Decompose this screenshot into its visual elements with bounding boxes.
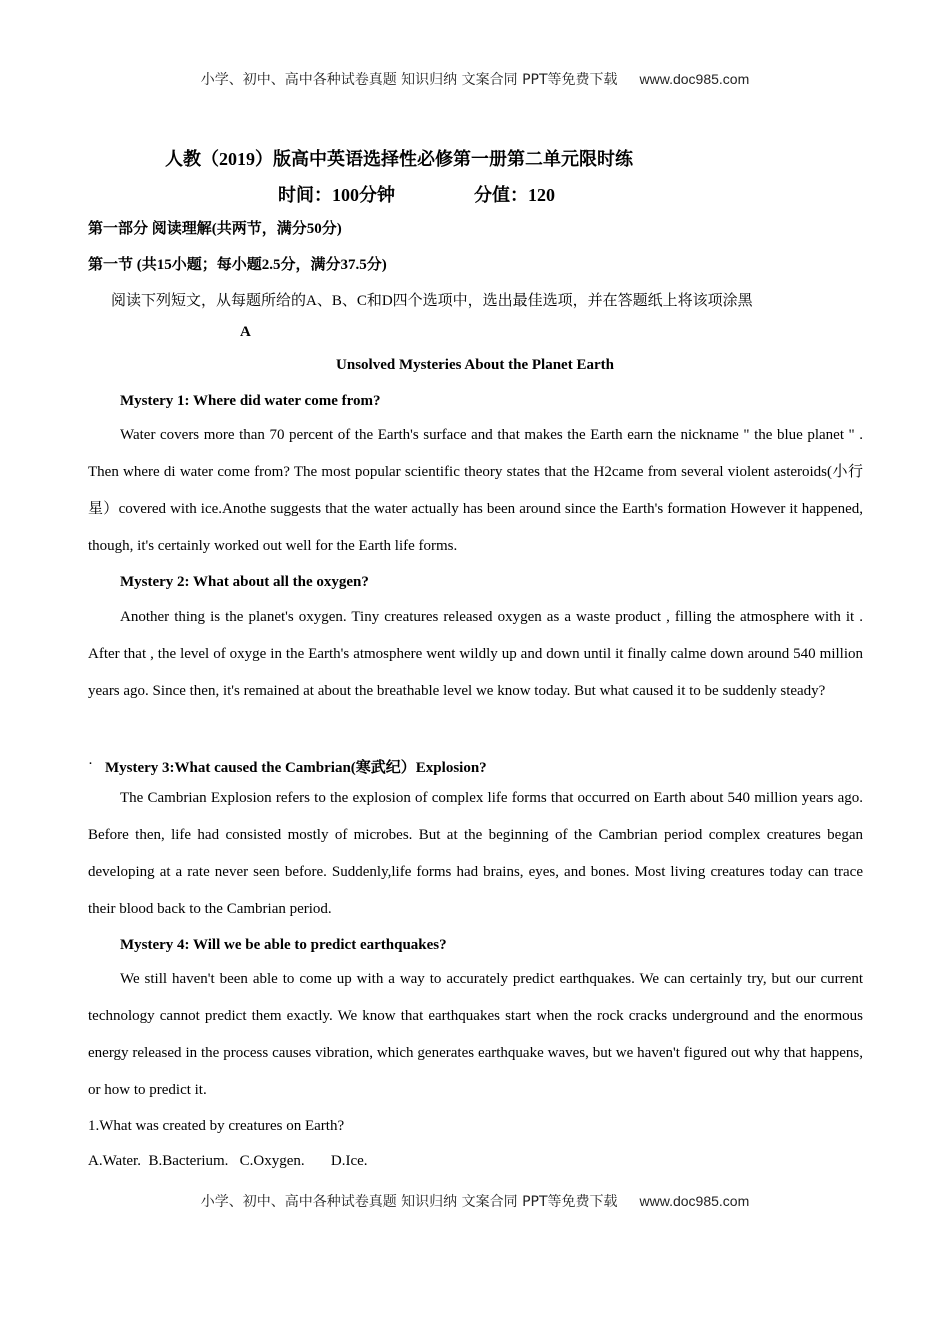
mystery-3-paragraph [88, 780, 863, 928]
instruction-text: 阅读下列短文，从每题所给的A、B、C和D四个选项中，选出最佳选项，并在答题纸上将该项涂黑 [111, 293, 753, 309]
mystery-3-text: The Cambrian Explosion refers to the explosion of complex life forms that occurred on Earth about 540 million years ago. Before then, life had consisted mostly of microbes. But at the beginning of the Cambrian period complex creatures began developing at a rate never seen before. Suddenly,life forms had brains, eyes, and bones. Most living creatures today can trace their blood back to the Cambrian period. [88, 790, 863, 917]
passage-title: Unsolved Mysteries About the Planet Earth [336, 357, 614, 373]
exam-time: 时间：100分钟 [278, 185, 395, 205]
mystery-4-text: We still haven't been able to come up with a way to accurately predict earthquakes. We can certainly try, but our current technology cannot predict them exactly. We know that earthquakes start when the rock cracks underground and the enormous energy released in the process causes vibration, which generates earthquake waves, but we haven't figured out why that happens, or how to predict it. [88, 971, 863, 1098]
mystery-2-text: Another thing is the planet's oxygen. Tiny creatures released oxygen as a waste product , filling the atmosphere with it . After that , the level of oxyge in the Earth's atmosphere went wildly up and down until it finally calme down around 540 million years ago. Since then, it's remained at about the breathable level we know today. But what caused it to be suddenly steady? [88, 609, 863, 699]
passage-label: A [240, 324, 251, 340]
question-1-stem: 1.What was created by creatures on Earth? [88, 1118, 345, 1134]
section-heading: 第一节 (共15小题；每小题2.5分，满分37.5分) [88, 257, 387, 273]
banner-site-link[interactable]: www.doc985.com [639, 71, 750, 87]
mystery-2-heading: Mystery 2: What about all the oxygen? [120, 574, 369, 590]
bottom-banner [0, 1191, 950, 1211]
mystery-1-heading: Mystery 1: Where did water come from? [120, 393, 381, 409]
document-title: 人教（2019）版高中英语选择性必修第一册第二单元限时练 [165, 149, 633, 169]
part-heading: 第一部分 阅读理解(共两节，满分50分) [88, 221, 342, 237]
mystery-3-heading: Mystery 3:What caused the Cambrian(寒武纪）Explosion? [105, 760, 487, 776]
top-banner [0, 69, 950, 89]
mystery-1-text: Water covers more than 70 percent of the Earth's surface and that makes the Earth earn the nickname " the blue planet " . Then where di water come from? The most popular scientific theory states that the H2came from several violent asteroids(小行星）covered with ice.Anothe suggests that the water actually has been around since the Earth's formation However it happened, though, it's certainly worked out well for the Earth life forms. [88, 427, 863, 554]
mystery-4-paragraph [88, 961, 863, 1109]
bullet-dot: · [88, 756, 93, 772]
question-1-options: A.Water. B.Bacterium. C.Oxygen. D.Ice. [88, 1153, 368, 1169]
mystery-4-heading: Mystery 4: Will we be able to predict earthquakes? [120, 937, 447, 953]
banner-text: 小学、初中、高中各种试卷真题 知识归纳 文案合同 PPT等免费下载 [200, 72, 618, 88]
mystery-1-paragraph [88, 417, 863, 565]
mystery-2-paragraph [88, 599, 863, 710]
banner-text: 小学、初中、高中各种试卷真题 知识归纳 文案合同 PPT等免费下载 [200, 1194, 618, 1210]
banner-site-link[interactable]: www.doc985.com [639, 1193, 750, 1209]
exam-score: 分值：120 [474, 185, 555, 205]
